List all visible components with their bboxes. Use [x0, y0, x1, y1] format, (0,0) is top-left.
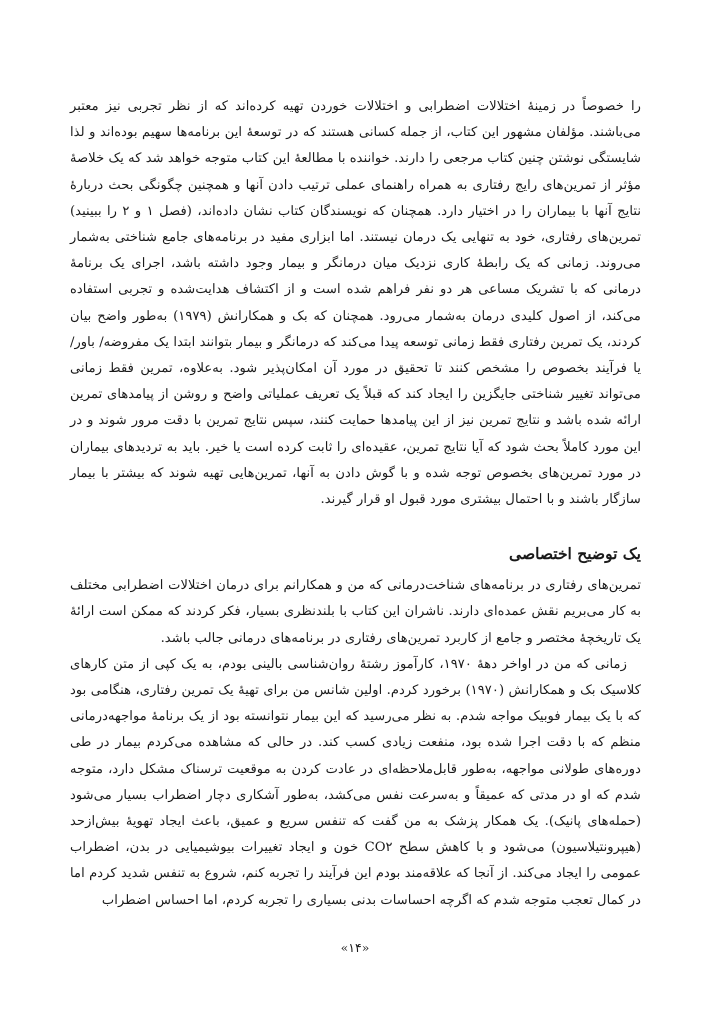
section-heading: یک توضیح اختصاصی [509, 544, 641, 564]
paragraph-intro: را خصوصاً در زمینهٔ اختلالات اضطرابی و اختلالات خوردن تهیه کرده‌اند که از نظر تجربی نیز معتبر می‌باشند. مؤلفان مشهور این کتاب، از جمله کسانی هستند که در توسعهٔ این برنامه‌ها سهیم بوده‌اند و لذا شایستگی نوشتن چنین کتاب مرجعی را دارند. خواننده با مطالعهٔ این کتاب متوجه خواهد شد که یک خلاصهٔ مؤثر از تمرین‌های رایج رفتاری به همراه راهنمای عملی ترتیب دادن آنها و همچنین چگونگی بحث دربارهٔ نتایج آنها با بیماران را در اختیار دارد. همچنان که نویسندگان کتاب نشان داده‌اند، (فصل ۱ و ۲ را ببینید) تمرین‌های رفتاری، خود به تنهایی یک درمان نیستند. اما ابزاری مفید در برنامه‌های جامع شناختی به‌شمار می‌روند. زمانی که یک رابطهٔ کاری نزدیک میان درمانگر و بیمار وجود داشته باشد، اجرای یک برنامهٔ درمانی که با تشریک مساعی هر دو نفر فراهم شده است و از اکتشاف هدایت‌شده و تجربی استفاده می‌کند، از اصول کلیدی درمان به‌شمار می‌رود. همچنان که بک و همکارانش (۱۹۷۹) به‌طور واضح بیان کردند، یک تمرین رفتاری فقط زمانی توسعه پیدا می‌کند که درمانگر و بیمار بتوانند ابتدا یک مفروضه/ باور/ یا فرآیند بخصوص را مشخص کنند تا تحقیق در مورد آن امکان‌پذیر شود. به‌علاوه، تمرین فقط زمانی می‌تواند تغییر شناختی جایگزین را ایجاد کند که قبلاً یک تعریف عملیاتی واضح و روشن از پیامدهای تمرین ارائه شده باشد و نتایج تمرین نیز از این پیامدها حمایت کنند، سپس نتایج تمرین با دقت مرور شوند و در این مورد کاملاً بحث شود که آیا نتایج تمرین، عقیده‌ای را ثابت کرده است یا خیر. باید به تردیدهای بیماران در مورد تمرین‌های بخصوص توجه شده و با گوش دادن به آنها، تمرین‌هایی تهیه شوند که بیشتر با بیمار سازگار باشند و با احتمال بیشتری مورد قبول او قرار گیرند. [70, 99, 641, 508]
paragraph-section-2: زمانی که من در اواخر دههٔ ۱۹۷۰، کارآموز رشتهٔ روان‌شناسی بالینی بودم، به یک کپی از متن کارهای کلاسیک بک و همکارانش (۱۹۷۰) برخورد کردم. اولین شانس من برای تهیهٔ یک تمرین رفتاری، هنگامی بود که با یک بیمار فوبیک مواجه شدم. به نظر می‌رسید که این بیمار نتوانسته بود از یک برنامهٔ مواجهه‌درمانی منظم که با دقت اجرا شده بود، منفعت زیادی کسب کند. در حالی که مشاهده می‌کردم بیمار در طی دوره‌های طولانی مواجهه، به‌طور قابل‌ملاحظه‌ای در عادت کردن به موقعیت ترسناک مشکل دارد، متوجه شدم که او در مدتی که عمیقاً و به‌سرعت نفس می‌کشد، به‌طور آشکاری دچار اضطراب بسیار می‌شود (حمله‌های پانیک). یک همکار پزشک به من گفت که تنفس سریع و عمیق، باعث ایجاد تهویهٔ بیش‌ازحد (هیپرونتیلاسیون) می‌شود و با کاهش سطح CO۲ خون و ایجاد تغییرات بیوشیمیایی در بدن، اضطراب عمومی را ایجاد می‌کند. از آنجا که علاقه‌مند بودم این فرآیند را تجربه کنم، شروع به تنفس شدید کردم اما در کمال تعجب متوجه شدم که اگرچه احساسات بدنی بسیاری را تجربه کردم، اما احساس اضطراب [70, 656, 641, 908]
page-body [70, 94, 641, 914]
page-number: «۱۴» [340, 940, 370, 955]
paragraph-section-1: تمرین‌های رفتاری در برنامه‌های شناخت‌درمانی که من و همکارانم برای درمان اختلالات اضطرابی مختلف به کار می‌بریم نقش عمده‌ای دارند. ناشران این کتاب با بلندنظری بسیار، فکر کردند که ممکن است ارائهٔ یک تاریخچهٔ مختصر و جامع از کاربرد تمرین‌های رفتاری در برنامه‌های درمانی جالب باشد. [70, 578, 641, 646]
